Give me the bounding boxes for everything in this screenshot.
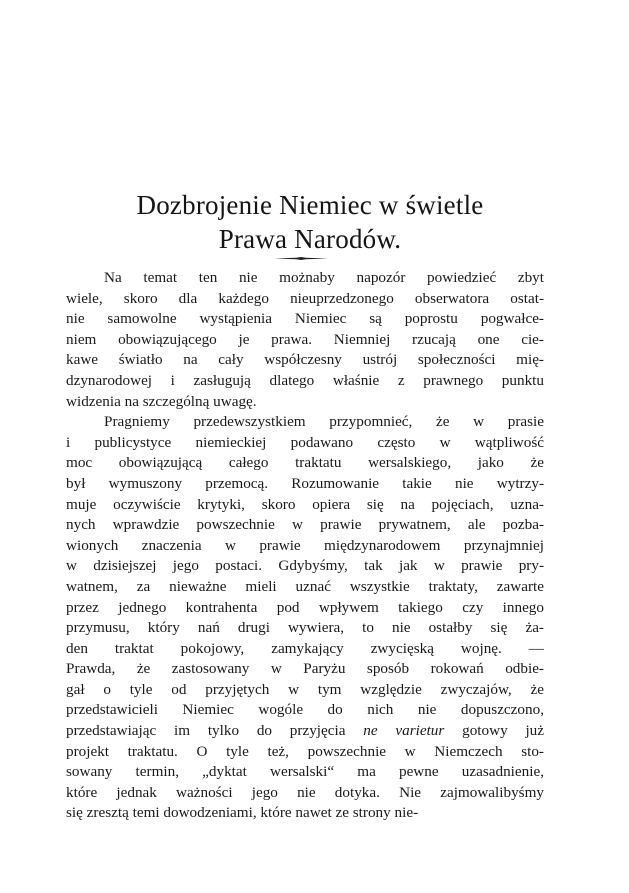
text-line: projekt traktatu. O tyle też, powszechnie w Niemczech sto-	[66, 742, 544, 760]
text-line: które jednak ważności jego nie dotyka. Nie zajmowalibyśmy	[66, 783, 544, 801]
paragraph	[66, 412, 544, 824]
text-line: watnem, za nieważne mieli uznać wszystkie traktaty, zawarte	[66, 577, 544, 595]
text-line: gał o tyle od przyjętych w tym względzie zwyczajów, że	[66, 680, 544, 698]
text-line: wionych znaczenia w prawie międzynarodowem przynajmniej	[66, 536, 544, 554]
text-line: nych wprawdzie powszechnie w prawie prywatnem, ale pozba-	[66, 516, 544, 534]
text-line: przymusu, który nań drugi wywiera, to nie ostałby się ża-	[66, 619, 544, 637]
text-line: sowany termin, „dyktat wersalski“ ma pewne uzasadnienie,	[66, 763, 544, 781]
text-line: dzynarodowej i zasługują dlatego właśnie z prawnego punktu	[66, 371, 544, 389]
text-line: i publicystyce niemieckiej podawano często w wątpliwość	[66, 433, 544, 451]
text-line: przez jednego kontrahenta pod wpływem takiego czy innego	[66, 598, 544, 616]
text-line: w dzisiejszej jego postaci. Gdybyśmy, tak jak w prawie pry-	[66, 557, 544, 575]
ornament-rule-icon	[274, 257, 328, 260]
text-line: nie samowolne wystąpienia Niemiec są poprostu pogwałce-	[66, 310, 544, 328]
chapter-title	[60, 188, 560, 256]
text-line: Na temat ten nie możnaby napozór powiedzieć zbyt	[104, 269, 544, 286]
text-line: się zresztą temi dowodzeniami, które nawet ze strony nie-	[66, 804, 419, 822]
title-line-2: Prawa Narodów.	[218, 224, 402, 254]
text-line: Prawda, że zastosowany w Paryżu sposób rokowań odbie-	[66, 660, 544, 678]
text-line: den traktat pokojowy, zamykający zwycięską wojnę. —	[66, 639, 544, 657]
text-line: Pragniemy przedewszystkiem przypomnieć, że w prasie	[104, 413, 544, 431]
text-line: widzenia na szczególną uwagę.	[66, 392, 257, 410]
italic-phrase: ne varietur	[363, 722, 445, 740]
text-line: wiele, skoro dla każdego nieuprzedzonego obserwatora ostat-	[66, 289, 544, 307]
text-line: był wymuszony przemocą. Rozumowanie takie nie wytrzy-	[66, 474, 544, 492]
title-line-1: Dozbrojenie Niemiec w świetle	[136, 190, 484, 220]
text-line: niem obowiązującego je prawa. Niemniej rzucają one cie-	[66, 330, 544, 348]
body-text	[66, 268, 544, 824]
text-line: muje oczywiście krytyki, skoro opiera się na pojęciach, uzna-	[66, 495, 544, 513]
text-line: moc obowiązującą całego traktatu wersalskiego, jako że	[66, 454, 544, 472]
text-line: kawe światło na cały współczesny ustrój społeczności mię-	[66, 351, 544, 369]
paragraph	[66, 268, 544, 412]
text-line: przedstawiając im tylko do przyjęcia ne varietur gotowy już	[66, 722, 544, 740]
text-line: przedstawicieli Niemiec wogóle do nich nie dopuszczono,	[66, 701, 544, 719]
